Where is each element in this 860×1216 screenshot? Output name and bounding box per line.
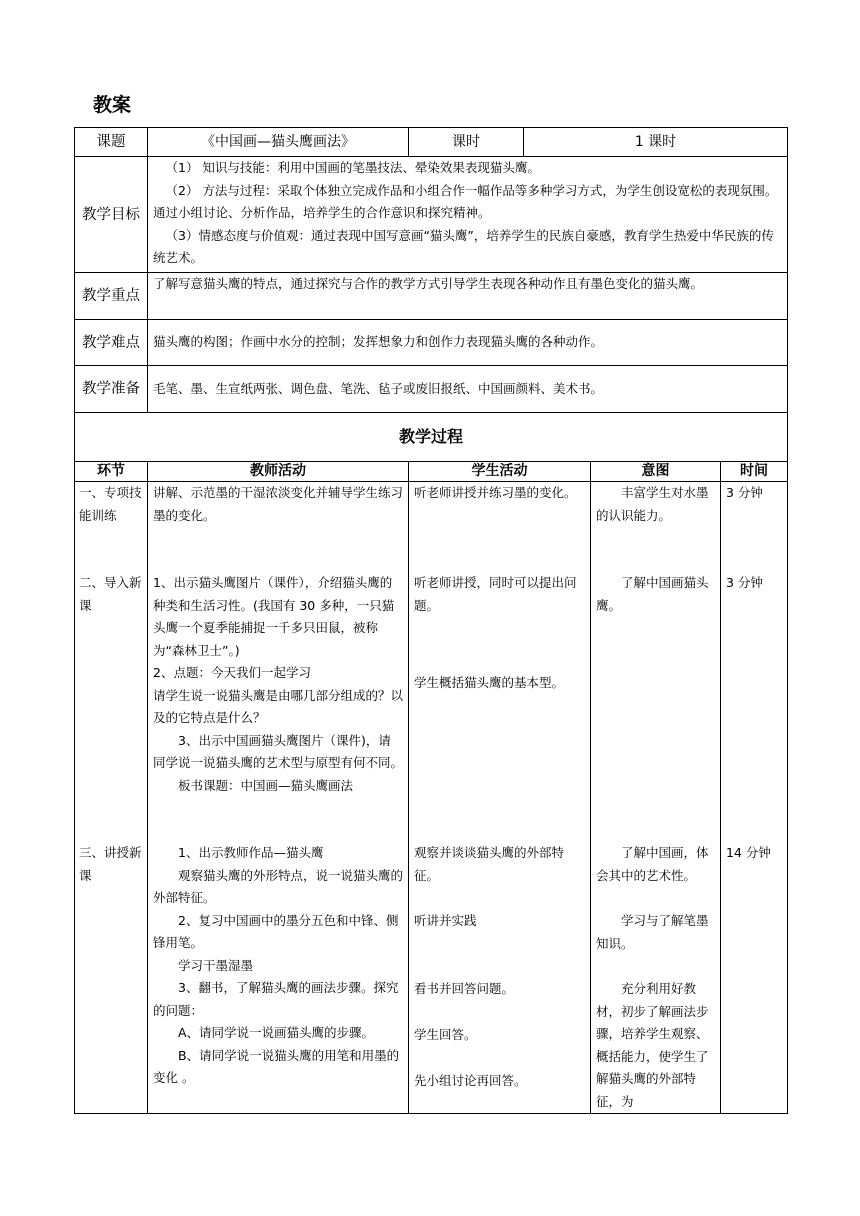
student-stage-3 <box>414 842 585 1093</box>
student-stage-1 <box>414 482 585 572</box>
lesson-plan-table <box>74 127 788 1114</box>
key-points-row <box>75 273 788 320</box>
header-time: 时间 <box>721 462 788 482</box>
teacher-text: 3、翻书，了解猫头鹰的画法步骤。探究的问题： <box>153 980 399 1018</box>
goals-row <box>75 157 788 273</box>
teacher-text: 1、出示教师作品—猫头鹰 <box>178 845 324 860</box>
preparation-label: 教学准备 <box>75 366 148 413</box>
intent-text: 学习与了解笔墨知识。 <box>596 913 709 951</box>
teacher-text: B、请同学说一说猫头鹰的用笔和用墨的变化 。 <box>153 1047 400 1085</box>
intent-column <box>591 482 721 1114</box>
intent-text: 充分利用好教材，初步了解画法步骤，培养学生观察、概括能力，使学生了解猫头鹰的外部特征，为 <box>596 981 709 1109</box>
stage-3: 三、讲授新课 <box>79 845 142 883</box>
student-stage-2 <box>414 572 585 842</box>
goal-item: （2） 方法与过程：采取个体独立完成作品和小组合作一幅作品等多种学习方式，为学生创设宽松的表现氛围。通过小组讨论、分析作品，培养学生的合作意识和探究精神。 <box>153 182 778 220</box>
stage-2: 二、导入新课 <box>79 575 142 613</box>
teacher-text: 学习干墨湿墨 <box>178 957 254 973</box>
student-text: 学生回答。 <box>414 1027 477 1042</box>
time-stage-1: 3 分钟 <box>726 485 763 500</box>
teacher-text: 观察猫头鹰的外形特点，说一说猫头鹰的外部特征。 <box>153 867 404 905</box>
header-stage: 环节 <box>75 462 148 482</box>
stage-column <box>75 482 148 1114</box>
difficulties-label: 教学难点 <box>75 320 148 366</box>
topic-label: 课题 <box>75 128 148 157</box>
student-text: 听老师讲授，同时可以提出问题。 <box>414 575 577 613</box>
teacher-stage-3 <box>153 842 403 1090</box>
document-title: 教案 <box>93 94 132 116</box>
key-points-label: 教学重点 <box>75 273 148 320</box>
teacher-text: 讲解、示范墨的干湿浓淡变化并辅导学生练习墨的变化。 <box>153 485 404 523</box>
teacher-text: 3、出示中国画猫头鹰图片（课件)，请同学说一说猫头鹰的艺术型与原型有何不同。 <box>153 732 404 770</box>
student-text: 学生概括猫头鹰的基本型。 <box>414 675 565 690</box>
goals-label: 教学目标 <box>75 157 148 273</box>
stage-1: 一、专项技能训练 <box>79 485 142 523</box>
student-column <box>409 482 591 1114</box>
intent-stage-2 <box>596 572 715 842</box>
header-teacher: 教师活动 <box>148 462 409 482</box>
goal-item: （3）情感态度与价值观：通过表现中国写意画“猫头鹰”，培养学生的民族自豪感，教育学生热爱中华民族的传统艺术。 <box>153 227 774 265</box>
intent-text: 丰富学生对水墨的认识能力。 <box>596 485 709 523</box>
hours-value: 1 课时 <box>524 128 788 157</box>
student-text: 看书并回答问题。 <box>414 981 515 996</box>
student-text: 观察并谈谈猫头鹰的外部特征。 <box>414 845 565 883</box>
teacher-text: 2、复习中国画中的墨分五色和中锋、侧锋用笔。 <box>153 912 399 950</box>
teacher-text: 2、点题：今天我们一起学习 <box>153 665 311 680</box>
teacher-stage-2 <box>153 572 403 842</box>
teacher-column <box>148 482 409 1114</box>
difficulties-row <box>75 320 788 366</box>
key-points-text: 了解写意猫头鹰的特点，通过探究与合作的教学方式引导学生表现各种动作且有墨色变化的猫头鹰。 <box>148 273 788 320</box>
process-body-row <box>75 482 788 1114</box>
process-header-row <box>75 462 788 482</box>
student-text: 先小组讨论再回答。 <box>414 1073 527 1088</box>
intent-stage-3 <box>596 842 715 1113</box>
goals-content <box>148 157 788 273</box>
preparation-text: 毛笔、墨、生宣纸两张、调色盘、笔洗、毡子或废旧报纸、中国画颜料、美术书。 <box>148 366 788 413</box>
process-title-row <box>75 413 788 462</box>
student-text: 听老师讲授并练习墨的变化。 <box>414 485 577 500</box>
hours-label: 课时 <box>409 128 524 157</box>
goal-item: （1） 知识与技能：利用中国画的笔墨技法、晕染效果表现猫头鹰。 <box>165 160 540 175</box>
header-intent: 意图 <box>591 462 721 482</box>
difficulties-text: 猫头鹰的构图；作画中水分的控制；发挥想象力和创作力表现猫头鹰的各种动作。 <box>148 320 788 366</box>
time-stage-2: 3 分钟 <box>726 575 763 590</box>
teacher-text: 请学生说一说猫头鹰是由哪几部分组成的？以及的它特点是什么？ <box>153 687 404 725</box>
student-text: 听讲并实践 <box>414 913 477 928</box>
header-student: 学生活动 <box>409 462 591 482</box>
teacher-stage-1 <box>153 482 403 572</box>
intent-stage-1 <box>596 482 715 572</box>
teacher-text: 板书课题：中国画—猫头鹰画法 <box>178 777 354 793</box>
teacher-text: A、请同学说一说画猫头鹰的步骤。 <box>178 1025 375 1040</box>
topic-value: 《中国画—猫头鹰画法》 <box>148 128 409 157</box>
process-title: 教学过程 <box>75 413 788 462</box>
teacher-text: 1、出示猫头鹰图片（课件），介绍猫头鹰的种类和生活习性。(我国有 30 多种，一只猫头鹰一个夏季能捕捉一千多只田鼠，被称为“森林卫士”。) <box>153 575 395 658</box>
intent-text: 了解中国画猫头鹰。 <box>596 575 709 613</box>
time-column <box>721 482 788 1114</box>
time-stage-3: 14 分钟 <box>726 845 771 860</box>
topic-row <box>75 128 788 157</box>
intent-text: 了解中国画，体会其中的艺术性。 <box>596 845 709 883</box>
preparation-row <box>75 366 788 413</box>
